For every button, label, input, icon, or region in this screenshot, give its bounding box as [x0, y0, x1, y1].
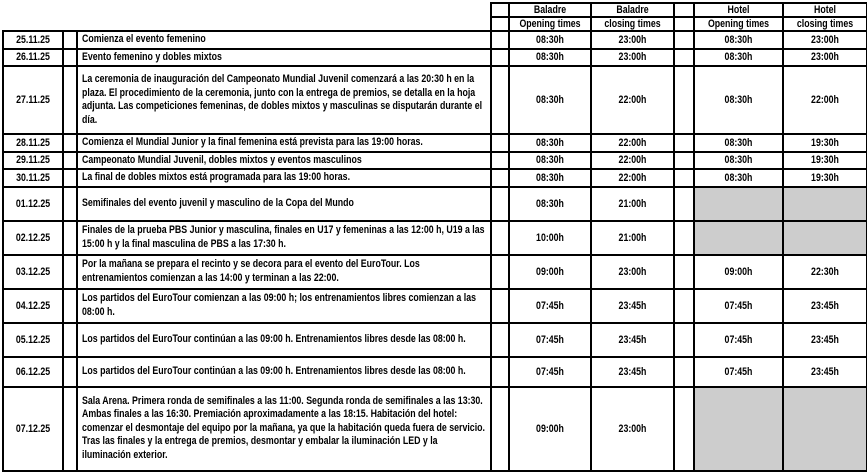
hotel-opening-cell — [694, 66, 783, 134]
baladre-closing-cell — [591, 134, 674, 152]
spacer-cell — [674, 187, 694, 221]
hotel-closing-time: 19:30h — [811, 154, 839, 167]
hotel-opening-time: 08:30h — [724, 94, 753, 106]
table-row — [3, 289, 867, 323]
header-blank-date — [3, 17, 63, 31]
hotel-opening-cell — [694, 255, 783, 289]
spacer-cell — [674, 134, 694, 152]
header-row-times — [3, 17, 867, 31]
hotel-closing-cell — [783, 31, 867, 49]
description-cell — [77, 134, 491, 152]
baladre-closing-cell — [591, 31, 674, 49]
baladre-opening-time: 08:30h — [536, 154, 564, 167]
hotel-closing-cell — [783, 387, 867, 471]
spacer-cell — [63, 49, 77, 67]
date-cell — [3, 357, 63, 387]
hotel-opening-cell — [694, 31, 783, 49]
date-label: 05.12.25 — [15, 333, 51, 346]
hotel-opening-time: 08:30h — [724, 154, 753, 167]
spacer-cell — [63, 152, 77, 170]
spacer-cell — [63, 387, 77, 471]
date-cell — [3, 49, 63, 67]
spacer-cell — [674, 221, 694, 255]
spacer-cell — [674, 49, 694, 67]
spacer-cell — [674, 387, 694, 471]
spacer-cell — [491, 323, 509, 357]
date-label: 28.11.25 — [16, 136, 50, 149]
spacer-cell — [674, 289, 694, 323]
baladre-opening-time: 08:30h — [536, 136, 564, 149]
spacer-cell — [491, 66, 509, 134]
hotel-closing-cell — [783, 152, 867, 170]
description-cell — [77, 49, 491, 67]
hotel-closing-time: 19:30h — [811, 171, 839, 184]
hotel-opening-cell — [694, 49, 783, 67]
baladre-opening-cell — [509, 255, 591, 289]
spacer-cell — [491, 289, 509, 323]
date-label: 01.12.25 — [15, 197, 51, 210]
description-text: Los partidos del EuroTour continúan a las 09:00 h. Entrenamientos libres desde las 08:00 h. — [82, 364, 466, 377]
date-label: 04.12.25 — [15, 299, 51, 312]
spacer-cell — [491, 49, 509, 67]
baladre-closing-cell — [591, 187, 674, 221]
table-row — [3, 134, 867, 152]
header-blank-spacer1 — [63, 3, 77, 17]
table-row — [3, 357, 867, 387]
header-row-venue — [3, 3, 867, 17]
hotel-opening-time: 08:30h — [724, 136, 753, 149]
baladre-closing-cell — [591, 66, 674, 134]
hotel-closing-time: 23:45h — [811, 299, 839, 312]
baladre-closing-cell — [591, 169, 674, 187]
description-cell — [77, 357, 491, 387]
date-label: 26.11.25 — [16, 51, 50, 64]
date-cell — [3, 221, 63, 255]
table-row — [3, 187, 867, 221]
baladre-closing-time: 23:45h — [618, 365, 647, 378]
spacer-cell — [491, 152, 509, 170]
description-cell — [77, 289, 491, 323]
description-text: Comienza el evento femenino — [82, 33, 206, 45]
schedule-body — [3, 31, 867, 471]
date-cell — [3, 289, 63, 323]
baladre-closing-time: 21:00h — [618, 197, 647, 210]
date-label: 25.11.25 — [16, 33, 50, 46]
hotel-closing-cell — [783, 255, 867, 289]
header-blank-spacer1 — [63, 17, 77, 31]
description-cell — [77, 31, 491, 49]
description-text: Los partidos del EuroTour comienzan a las 09:00 h; los entrenamientos libres comienzan a las 08:00 h. — [82, 292, 476, 318]
description-text: La ceremonia de inauguración del Campeonato Mundial Juvenil comenzará a las 20:30 h en la plaza. El procedimiento de la ceremonia, junto con la entrega de premios, se detalla en la hoja adjunta. Las competiciones femeninas, de dobles mixtos y masculinas se disputarán durante el día. — [82, 73, 483, 126]
baladre-opening-cell — [509, 169, 591, 187]
hotel-closing-time: 22:30h — [811, 265, 839, 278]
baladre-opening-time: 10:00h — [536, 231, 564, 244]
description-text: Evento femenino y dobles mixtos — [82, 50, 222, 63]
baladre-opening-cell — [509, 31, 591, 49]
hotel-closing-time: 22:00h — [811, 94, 839, 106]
hotel-opening-time: 07:45h — [724, 299, 753, 312]
spacer-cell — [491, 187, 509, 221]
header-baladre-closing — [591, 17, 674, 31]
date-cell — [3, 387, 63, 471]
header-baladre-opening — [509, 17, 591, 31]
baladre-closing-cell — [591, 357, 674, 387]
date-cell — [3, 169, 63, 187]
hotel-opening-cell — [694, 289, 783, 323]
spacer-cell — [63, 66, 77, 134]
hotel-opening-time: 07:45h — [724, 365, 753, 378]
hotel-closing-cell — [783, 187, 867, 221]
spacer-cell — [674, 255, 694, 289]
hotel-opening-cell — [694, 169, 783, 187]
date-label: 02.12.25 — [15, 231, 51, 244]
description-text: Por la mañana se prepara el recinto y se decora para el evento del EuroTour. Los entrenamientos comienzan a las 14:00 y terminan a las 22:00. — [82, 258, 420, 284]
header-spacer3 — [674, 17, 694, 31]
date-label: 30.11.25 — [16, 171, 50, 184]
spacer-cell — [674, 169, 694, 187]
description-cell — [77, 187, 491, 221]
header-blank-description — [77, 3, 491, 17]
spacer-cell — [491, 221, 509, 255]
spacer-cell — [491, 169, 509, 187]
spacer-cell — [63, 169, 77, 187]
hotel-opening-cell — [694, 323, 783, 357]
table-header — [3, 3, 867, 31]
date-label: 06.12.25 — [15, 365, 51, 378]
baladre-closing-cell — [591, 323, 674, 357]
hotel-opening-cell — [694, 221, 783, 255]
header-hotel-closing — [783, 17, 867, 31]
description-text: La final de dobles mixtos está programada para las 19:00 horas. — [82, 171, 351, 183]
hotel-closing-time: 23:45h — [811, 365, 839, 378]
hotel-closing-cell — [783, 169, 867, 187]
baladre-opening-cell — [509, 289, 591, 323]
hotel-opening-time: 07:45h — [724, 333, 753, 346]
spacer-cell — [491, 134, 509, 152]
baladre-opening-cell — [509, 49, 591, 67]
header-baladre-label: Baladre — [533, 4, 567, 16]
date-label: 07.12.25 — [15, 422, 51, 435]
baladre-closing-time: 23:00h — [618, 265, 647, 278]
baladre-closing-cell — [591, 152, 674, 170]
spacer-cell — [491, 387, 509, 471]
baladre-opening-cell — [509, 357, 591, 387]
baladre-closing-time: 23:00h — [618, 33, 647, 46]
date-cell — [3, 187, 63, 221]
hotel-closing-cell — [783, 66, 867, 134]
date-cell — [3, 31, 63, 49]
spacer-cell — [491, 31, 509, 49]
description-cell — [77, 152, 491, 170]
spacer-cell — [63, 31, 77, 49]
spacer-cell — [63, 255, 77, 289]
hotel-closing-time: 19:30h — [811, 136, 839, 149]
baladre-closing-time: 22:00h — [618, 94, 647, 106]
header-blank-date — [3, 3, 63, 17]
table-row — [3, 49, 867, 67]
baladre-closing-time: 22:00h — [618, 154, 647, 167]
baladre-closing-time: 22:00h — [618, 136, 647, 149]
hotel-opening-time: 08:30h — [724, 171, 753, 184]
date-label: 03.12.25 — [15, 265, 51, 278]
hotel-closing-cell — [783, 221, 867, 255]
spacer-cell — [491, 255, 509, 289]
baladre-closing-time: 23:00h — [618, 422, 647, 435]
baladre-opening-cell — [509, 221, 591, 255]
hotel-closing-cell — [783, 289, 867, 323]
baladre-opening-cell — [509, 187, 591, 221]
closing-times-label: closing times — [604, 18, 661, 30]
baladre-opening-time: 09:00h — [536, 422, 564, 435]
table-row — [3, 152, 867, 170]
description-text: Los partidos del EuroTour continúan a las 09:00 h. Entrenamientos libres desde las 08:00 h. — [82, 332, 466, 345]
spacer-cell — [674, 323, 694, 357]
spacer-cell — [674, 357, 694, 387]
baladre-closing-cell — [591, 255, 674, 289]
baladre-opening-time: 08:30h — [536, 197, 564, 210]
baladre-closing-cell — [591, 387, 674, 471]
header-hotel-2 — [783, 3, 867, 17]
baladre-opening-time: 09:00h — [536, 265, 564, 278]
baladre-opening-cell — [509, 387, 591, 471]
spacer-cell — [63, 221, 77, 255]
date-cell — [3, 134, 63, 152]
spacer-cell — [674, 66, 694, 134]
description-cell — [77, 323, 491, 357]
hotel-opening-time: 08:30h — [724, 33, 753, 46]
baladre-opening-time: 07:45h — [536, 365, 564, 378]
header-baladre-label: Baladre — [616, 4, 649, 16]
description-cell — [77, 221, 491, 255]
header-blank-description — [77, 17, 491, 31]
description-text: Finales de la prueba PBS Junior y masculina, finales en U17 y femeninas a las 12:00 h, U19 a las 15:00 h y la final masculina de PBS a las 17:30 h. — [82, 224, 485, 250]
event-schedule-table — [2, 2, 867, 472]
header-spacer2 — [491, 3, 509, 17]
baladre-opening-cell — [509, 134, 591, 152]
spacer-cell — [63, 289, 77, 323]
table-row — [3, 66, 867, 134]
baladre-closing-time: 21:00h — [618, 231, 647, 244]
description-text: Semifinales del evento juvenil y masculino de la Copa del Mundo — [82, 196, 354, 209]
hotel-opening-cell — [694, 152, 783, 170]
baladre-closing-cell — [591, 49, 674, 67]
hotel-opening-cell — [694, 187, 783, 221]
table-row — [3, 169, 867, 187]
baladre-closing-cell — [591, 289, 674, 323]
spacer-cell — [63, 323, 77, 357]
baladre-opening-time: 08:30h — [536, 51, 564, 64]
baladre-opening-time: 07:45h — [536, 299, 564, 312]
baladre-opening-time: 08:30h — [536, 94, 564, 106]
baladre-closing-time: 23:45h — [618, 333, 647, 346]
table-row — [3, 387, 867, 471]
hotel-closing-time: 23:45h — [811, 333, 839, 346]
date-label: 27.11.25 — [16, 94, 50, 106]
hotel-closing-cell — [783, 134, 867, 152]
hotel-closing-time: 23:00h — [811, 51, 839, 64]
header-baladre-1 — [509, 3, 591, 17]
baladre-opening-cell — [509, 152, 591, 170]
description-cell — [77, 66, 491, 134]
header-hotel-label: Hotel — [727, 4, 750, 16]
hotel-closing-cell — [783, 49, 867, 67]
hotel-opening-time: 09:00h — [724, 265, 753, 278]
baladre-closing-cell — [591, 221, 674, 255]
hotel-opening-time: 08:30h — [724, 51, 753, 64]
baladre-opening-time: 08:30h — [536, 171, 564, 184]
description-cell — [77, 169, 491, 187]
header-hotel-label: Hotel — [814, 4, 836, 16]
spacer-cell — [63, 357, 77, 387]
header-hotel-1 — [694, 3, 783, 17]
hotel-closing-time: 23:00h — [811, 33, 839, 46]
table-row — [3, 255, 867, 289]
table-row — [3, 221, 867, 255]
table-row — [3, 323, 867, 357]
date-cell — [3, 323, 63, 357]
closing-times-label: closing times — [796, 18, 854, 30]
date-label: 29.11.25 — [16, 154, 50, 167]
hotel-closing-cell — [783, 357, 867, 387]
date-cell — [3, 255, 63, 289]
description-text: Comienza el Mundial Junior y la final femenina está prevista para las 19:00 horas. — [82, 136, 423, 148]
hotel-opening-cell — [694, 387, 783, 471]
baladre-closing-time: 22:00h — [618, 171, 647, 184]
opening-times-label: Opening times — [519, 18, 581, 30]
baladre-closing-time: 23:00h — [618, 51, 647, 64]
header-spacer3 — [674, 3, 694, 17]
baladre-opening-cell — [509, 66, 591, 134]
baladre-opening-time: 07:45h — [536, 333, 564, 346]
hotel-opening-cell — [694, 134, 783, 152]
hotel-closing-cell — [783, 323, 867, 357]
date-cell — [3, 152, 63, 170]
description-text: Sala Arena. Primera ronda de semifinales a las 11:00. Segunda ronda de semifinales a las 13:30. Ambas finales a las 16:30. Premiación aproximadamente a las 18:15. Habitación del hotel: comenzar el desmontaje del equipo por la mañana, ya que la habitación queda fuera de servicio. Tras las finales y la entrega de premios, desmontar y embalar la iluminación LED y la iluminación exterior. — [82, 394, 485, 461]
header-spacer2 — [491, 17, 509, 31]
header-baladre-2 — [591, 3, 674, 17]
spacer-cell — [63, 134, 77, 152]
description-cell — [77, 255, 491, 289]
table-row — [3, 31, 867, 49]
header-hotel-opening — [694, 17, 783, 31]
spacer-cell — [674, 31, 694, 49]
opening-times-label: Opening times — [707, 18, 770, 30]
hotel-opening-cell — [694, 357, 783, 387]
description-cell — [77, 387, 491, 471]
baladre-opening-time: 08:30h — [536, 33, 564, 46]
spacer-cell — [491, 357, 509, 387]
baladre-closing-time: 23:45h — [618, 299, 647, 312]
baladre-opening-cell — [509, 323, 591, 357]
spacer-cell — [63, 187, 77, 221]
description-text: Campeonato Mundial Juvenil, dobles mixtos y eventos masculinos — [82, 153, 362, 166]
date-cell — [3, 66, 63, 134]
spacer-cell — [674, 152, 694, 170]
